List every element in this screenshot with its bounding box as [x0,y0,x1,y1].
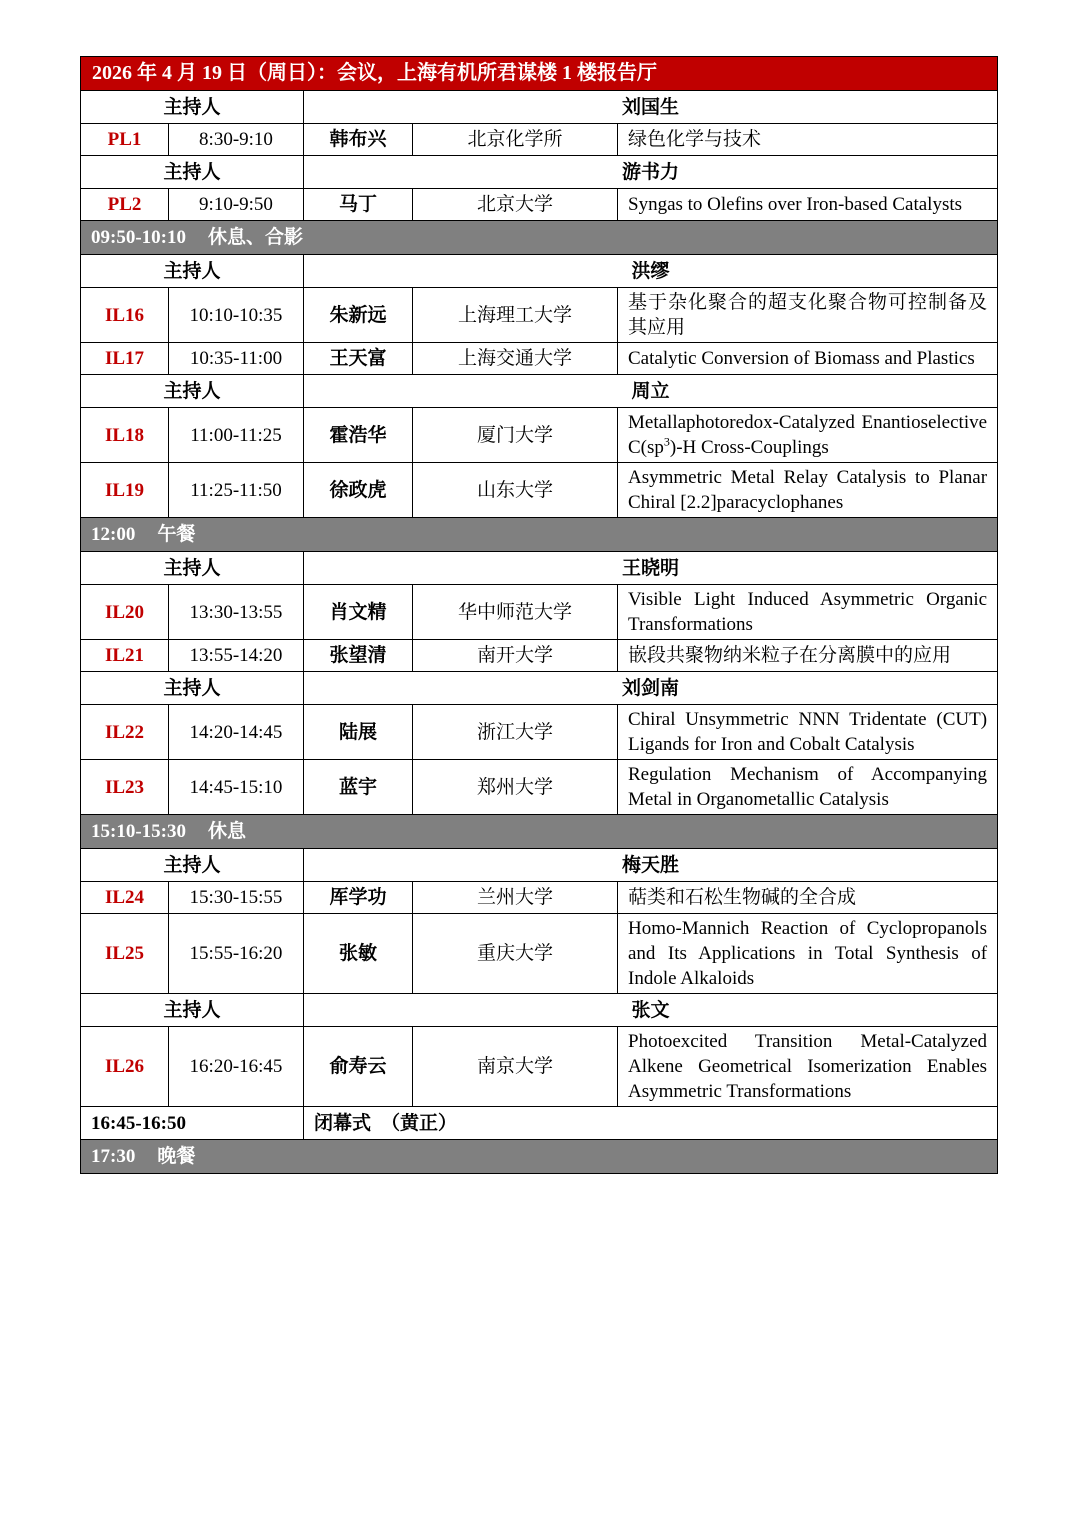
speaker-name: 张敏 [304,914,413,994]
session-code: IL23 [81,760,169,815]
section-label: 午餐 [157,524,196,545]
schedule-table [80,56,998,1174]
chair-name: 周立 [304,375,998,408]
table-row-chair [81,672,998,705]
chair-name: 刘剑南 [304,672,998,705]
table-row-talk [81,760,998,815]
chair-name: 游书力 [304,156,998,189]
section-label: 休息 [207,821,246,842]
session-time: 14:45-15:10 [169,760,304,815]
table-row-chair [81,375,998,408]
session-time: 14:20-14:45 [169,705,304,760]
title-text: )-H Cross-Couplings [669,437,829,458]
session-time: 13:30-13:55 [169,585,304,640]
table-row-talk [81,705,998,760]
speaker-name: 朱新远 [304,288,413,343]
title-text: Metallaphotoredox-Catalyzed Enantioselective C(sp [628,412,988,458]
chair-label: 主持人 [81,91,304,124]
speaker-name: 张望清 [304,640,413,672]
session-code: IL18 [81,408,169,463]
affiliation: 上海交通大学 [413,343,618,375]
table-row-chair [81,849,998,882]
chair-label: 主持人 [81,552,304,585]
session-code: IL24 [81,882,169,914]
talk-title: Chiral Unsymmetric NNN Tridentate (CUT) Ligands for Iron and Cobalt Catalysis [618,705,998,760]
talk-title: Regulation Mechanism of Accompanying Metal in Organometallic Catalysis [618,760,998,815]
closing-time: 16:45-16:50 [81,1107,304,1140]
chair-name: 王晓明 [304,552,998,585]
table-row-break [81,815,998,849]
talk-title: Homo-Mannich Reaction of Cyclopropanols and Its Applications in Total Synthesis of Indole Alkaloids [618,914,998,994]
table-row-break [81,518,998,552]
section-bar [81,518,998,552]
talk-title: Visible Light Induced Asymmetric Organic Transformations [618,585,998,640]
talk-title [618,408,998,463]
table-row-talk [81,1027,998,1107]
session-time: 15:30-15:55 [169,882,304,914]
table-row-talk [81,288,998,343]
talk-title: 绿色化学与技术 [618,124,998,156]
table-row-chair [81,156,998,189]
talk-title: Catalytic Conversion of Biomass and Plastics [618,343,998,375]
chair-label: 主持人 [81,994,304,1027]
session-code: IL17 [81,343,169,375]
closing-host: （黄正） [381,1112,458,1134]
session-code: IL25 [81,914,169,994]
session-code: IL19 [81,463,169,518]
talk-title: 萜类和石松生物碱的全合成 [618,882,998,914]
talk-title: Asymmetric Metal Relay Catalysis to Planar Chiral [2.2]paracyclophanes [618,463,998,518]
session-time: 10:35-11:00 [169,343,304,375]
affiliation: 南开大学 [413,640,618,672]
closing-label [304,1107,998,1140]
chair-name: 张文 [304,994,998,1027]
session-code: IL16 [81,288,169,343]
table-row-talk [81,343,998,375]
speaker-name: 俞寿云 [304,1027,413,1107]
table-row-break [81,221,998,255]
affiliation: 华中师范大学 [413,585,618,640]
chair-name: 刘国生 [304,91,998,124]
chair-name: 洪缪 [304,255,998,288]
session-time: 8:30-9:10 [169,124,304,156]
speaker-name: 徐政虎 [304,463,413,518]
chair-label: 主持人 [81,375,304,408]
affiliation: 上海理工大学 [413,288,618,343]
affiliation: 南京大学 [413,1027,618,1107]
speaker-name: 马丁 [304,189,413,221]
date-header: 2026 年 4 月 19 日（周日）：会议，上海有机所君谋楼 1 楼报告厅 [81,57,998,91]
section-time: 09:50-10:10 [91,227,186,248]
talk-title: Photoexcited Transition Metal-Catalyzed Alkene Geometrical Isomerization Enables Asymmetric Transformations [618,1027,998,1107]
table-row-talk [81,640,998,672]
table-row-chair [81,552,998,585]
chair-label: 主持人 [81,156,304,189]
session-time: 13:55-14:20 [169,640,304,672]
section-time: 15:10-15:30 [91,821,186,842]
section-label: 休息、合影 [207,227,303,248]
session-code: IL20 [81,585,169,640]
session-time: 11:25-11:50 [169,463,304,518]
section-bar [81,221,998,255]
session-time: 11:00-11:25 [169,408,304,463]
chair-label: 主持人 [81,849,304,882]
section-time: 17:30 [91,1146,136,1167]
affiliation: 北京化学所 [413,124,618,156]
session-time: 10:10-10:35 [169,288,304,343]
session-code: IL26 [81,1027,169,1107]
table-row-header [81,57,998,91]
section-bar [81,1140,998,1174]
section-bar [81,815,998,849]
affiliation: 山东大学 [413,463,618,518]
chair-name: 梅天胜 [304,849,998,882]
closing-title: 闭幕式 [314,1112,372,1134]
table-row-talk [81,189,998,221]
affiliation: 兰州大学 [413,882,618,914]
affiliation: 重庆大学 [413,914,618,994]
table-row-chair [81,255,998,288]
speaker-name: 王天富 [304,343,413,375]
talk-title: Syngas to Olefins over Iron-based Catalysts [618,189,998,221]
session-time: 16:20-16:45 [169,1027,304,1107]
table-row-closing [81,1107,998,1140]
affiliation: 北京大学 [413,189,618,221]
talk-title: 基于杂化聚合的超支化聚合物可控制备及其应用 [618,288,998,343]
section-label: 晚餐 [157,1146,196,1167]
speaker-name: 霍浩华 [304,408,413,463]
section-time: 12:00 [91,524,136,545]
session-code: PL1 [81,124,169,156]
speaker-name: 韩布兴 [304,124,413,156]
session-time: 9:10-9:50 [169,189,304,221]
speaker-name: 厍学功 [304,882,413,914]
table-row-talk [81,463,998,518]
talk-title: 嵌段共聚物纳米粒子在分离膜中的应用 [618,640,998,672]
table-row-break [81,1140,998,1174]
speaker-name: 肖文精 [304,585,413,640]
speaker-name: 陆展 [304,705,413,760]
table-row-talk [81,585,998,640]
title-superscript: 3 [663,434,670,449]
schedule-sheet [80,56,997,1174]
session-code: IL21 [81,640,169,672]
chair-label: 主持人 [81,255,304,288]
table-row-chair [81,994,998,1027]
session-code: IL22 [81,705,169,760]
table-row-talk [81,408,998,463]
table-row-talk [81,914,998,994]
affiliation: 厦门大学 [413,408,618,463]
session-code: PL2 [81,189,169,221]
session-time: 15:55-16:20 [169,914,304,994]
table-row-talk [81,124,998,156]
table-row-chair [81,91,998,124]
table-row-talk [81,882,998,914]
affiliation: 郑州大学 [413,760,618,815]
chair-label: 主持人 [81,672,304,705]
speaker-name: 蓝宇 [304,760,413,815]
affiliation: 浙江大学 [413,705,618,760]
